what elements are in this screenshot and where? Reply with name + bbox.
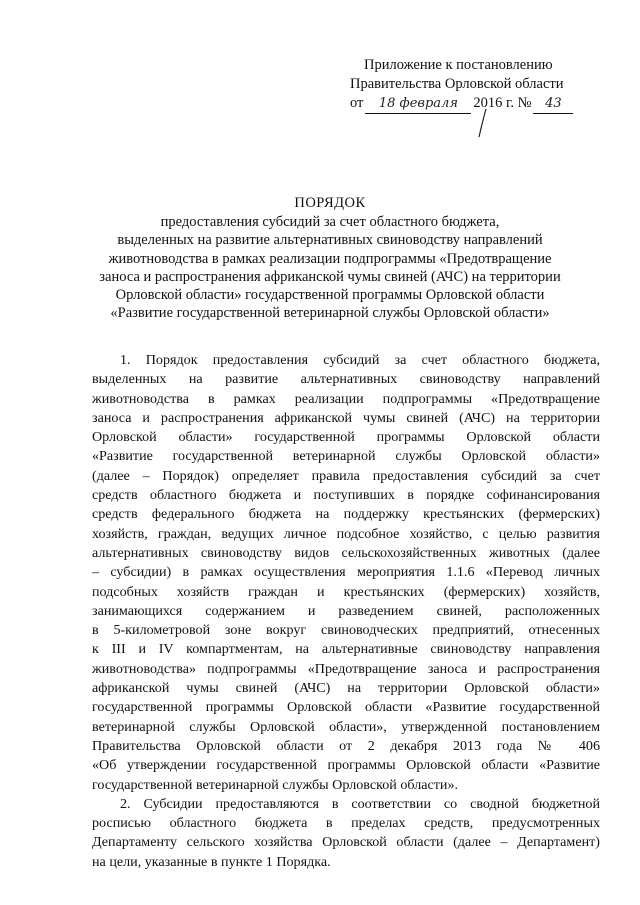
text-line: – субсидии) в рамках осуществления мероприятия 1.1.6 «Перевод личных	[92, 564, 600, 581]
text-line: заноса и распространения африканской чумы свиней (АЧС) на территории	[92, 409, 600, 426]
title-line: животноводства в рамках реализации подпрограммы «Предотвращение	[108, 250, 552, 267]
text-line: 1. Порядок предоставления субсидий за счет областного бюджета,	[120, 352, 600, 368]
appendix-header	[350, 56, 620, 114]
title-line: «Развитие государственной ветеринарной службы Орловской области»	[110, 305, 550, 322]
text-line: выделенных на развитие альтернативных свиноводству направлений	[92, 371, 600, 388]
text-line: «Об утверждении государственной программы Орловской области «Развитие	[92, 757, 600, 774]
appendix-line-1: Приложение к постановлению	[364, 57, 553, 73]
title-heading: ПОРЯДОК	[294, 195, 366, 211]
text-line: росписью областного бюджета в пределах средств, предусмотренных	[92, 815, 600, 832]
text-line: занимающихся содержанием и разведением свиней, расположенных	[92, 602, 600, 619]
text-line: государственной программы Орловской области «Развитие государственной	[92, 699, 600, 716]
text-line: животноводства» подпрограммы «Предотвращение заноса и распространения	[92, 660, 600, 677]
text-line: государственной ветеринарной службы Орловской области».	[92, 776, 459, 793]
appendix-line-2: Правительства Орловской области	[350, 76, 564, 92]
title-line: выделенных на развитие альтернативных свиноводству направлений	[117, 232, 543, 249]
title-line: заноса и распространения африканской чумы свиней (АЧС) на территории	[99, 268, 561, 285]
text-line: Правительства Орловской области от 2 декабря 2013 года № 406	[92, 737, 600, 754]
handwritten-number: 43	[533, 94, 573, 114]
text-line: африканской чумы свиней (АЧС) на территории Орловской области»	[92, 680, 600, 697]
text-line: животноводства в рамках реализации подпрограммы «Предотвращение	[92, 390, 600, 407]
document-body	[92, 351, 600, 872]
text-line: 2. Субсидии предоставляются в соответствии со сводной бюджетной	[120, 795, 600, 812]
title-line: предоставления субсидий за счет областного бюджета,	[160, 214, 500, 231]
text-line: альтернативных свиноводству видов сельскохозяйственных животных (далее	[92, 544, 600, 561]
document-title	[40, 194, 620, 322]
appendix-year-number: 2016 г. №	[473, 95, 532, 111]
handwritten-date: 18 февраля	[365, 94, 471, 114]
text-line: к III и IV компартментам, на альтернативные свиноводству направления	[92, 641, 600, 658]
text-line: Департаменту сельского хозяйства Орловской области (далее – Департамент)	[92, 834, 600, 851]
text-line: ветеринарной службы Орловской области», утвержденной постановлением	[92, 718, 600, 735]
text-line: Орловской области» государственной программы Орловской области	[92, 429, 600, 446]
text-line: средств областного бюджета и поступивших в порядке софинансирования	[92, 487, 600, 504]
text-line: «Развитие государственной ветеринарной службы Орловской области»	[92, 448, 600, 465]
title-line: Орловской области» государственной программы Орловской области	[115, 287, 545, 304]
text-line: средств федерального бюджета на поддержку крестьянских (фермерских)	[92, 506, 600, 523]
text-line: в 5-километровой зоне вокруг свиноводческих предприятий, отнесенных	[92, 622, 600, 639]
signature-stroke	[478, 108, 488, 138]
text-line: хозяйств, граждан, ведущих личное подсобное хозяйство, с целью развития	[92, 525, 600, 542]
text-line: (далее – Порядок) определяет правила предоставления субсидий за счет	[92, 467, 600, 484]
text-line: подсобных хозяйств граждан и крестьянских (фермерских) хозяйств,	[92, 583, 600, 600]
paragraph-1	[92, 351, 600, 795]
text-line: на цели, указанные в пункте 1 Порядка.	[92, 853, 331, 870]
paragraph-2	[92, 795, 600, 872]
appendix-from: от	[350, 95, 364, 111]
